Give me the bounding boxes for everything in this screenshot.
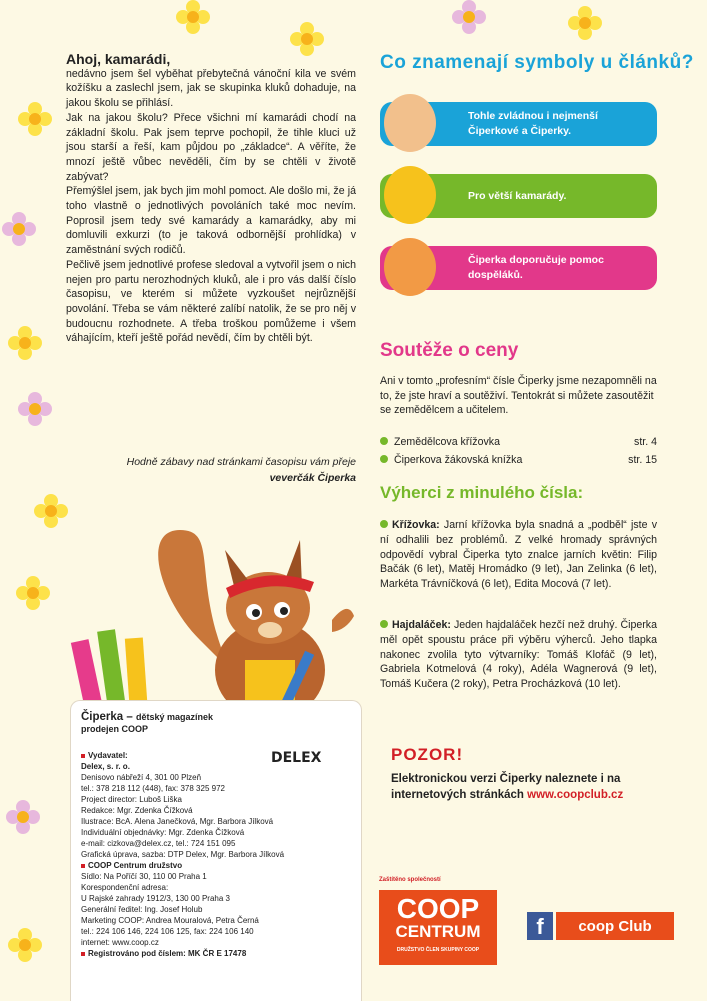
coopclub-link[interactable]: www.coopclub.cz: [527, 789, 624, 801]
imprint-line: Generální ředitel: Ing. Josef Holub: [81, 905, 203, 914]
signature: veverčák Čiperka: [269, 472, 356, 484]
flower-decoration: [176, 0, 210, 34]
toc-label: Čiperkova žákovská knížka: [394, 454, 523, 466]
pozor-notice: [391, 745, 671, 803]
imprint-line: Sídlo: Na Poříčí 30, 110 00 Praha 1: [81, 872, 207, 881]
abc-icon: [384, 166, 436, 224]
flower-decoration: [18, 102, 52, 136]
pozor-text: [391, 771, 671, 803]
winner-text: Jarní křížovka byla snadná a „podběl“ jste v ní odhalili bez problémů. Z velké hromady správných odpovědí vybral Čiperka tyto znalce jarních květin: Filip Bačák (6 let), Matěj Hromádko (9 let), Jan Zelinka (6 let), Markéta Trávníčková (6 let), Edita Mocová (7 let).: [380, 519, 657, 591]
imprint-line: internet: www.coop.cz: [81, 938, 159, 947]
coop-club-logo[interactable]: coop Club: [556, 912, 674, 940]
signoff-text: Hodně zábavy nad stránkami časopisu vám přeje: [126, 456, 356, 468]
symbol-row-adults: [380, 246, 657, 290]
flower-decoration: [568, 6, 602, 40]
letter-signoff: [66, 454, 356, 486]
flower-decoration: [2, 212, 36, 246]
imprint-line: Marketing COOP: Andrea Mouralová, Petra Černá: [81, 916, 259, 925]
imprint-line: Korespondenční adresa:: [81, 883, 169, 892]
symbol-text: Čiperka doporučuje pomoc dospěláků.: [468, 254, 604, 281]
flower-decoration: [452, 0, 486, 34]
pozor-heading: POZOR!: [391, 745, 464, 764]
toc-page: str. 15: [628, 454, 657, 466]
bullet-icon: [380, 520, 388, 528]
symbol-text: Pro větší kamarády.: [468, 189, 567, 202]
imprint-line: Delex, s. r. o.: [81, 762, 130, 771]
bullet-icon: [380, 620, 388, 628]
family-icon: [384, 238, 436, 296]
flower-decoration: [16, 576, 50, 610]
imprint-line: Registrováno pod číslem: MK ČR E 17478: [81, 948, 356, 959]
imprint-line: Project director: Luboš Liška: [81, 795, 182, 804]
delex-logo: DELEX: [271, 750, 322, 766]
imprint-line: tel.: 378 218 112 (448), fax: 378 325 972: [81, 784, 225, 793]
flower-decoration: [34, 494, 68, 528]
winners-heading: Výherci z minulého čísla:: [380, 483, 584, 502]
imprint-line: e-mail: cizkova@delex.cz, tel.: 724 151 095: [81, 839, 236, 848]
symbol-text: Tohle zvládnou i nejmenší Čiperkové a Čiperky.: [468, 110, 598, 137]
flower-decoration: [8, 928, 42, 962]
imprint-line: Grafická úprava, sazba: DTP Delex, Mgr. Barbora Jílková: [81, 850, 285, 859]
imprint-line: Individuální objednávky: Mgr. Zdenka Čížková: [81, 828, 245, 837]
coop-label: Zaštítěno společností: [379, 877, 441, 883]
letter-paragraph: Přemýšlel jsem, jak bych jim mohl pomoct. Ale došlo mi, že já toho vlastně o jednotlivých povoláních také moc nevím. Poprosil jsem tedy své kamarády a kamarádky, aby mi domluvili exkurzi (to je taková odbornější prohlídka) v zaměstnání svých rodičů.: [66, 185, 356, 257]
facebook-icon[interactable]: f: [527, 912, 553, 940]
symbol-row-older: [380, 174, 657, 218]
winner-entry-crossword: [380, 518, 657, 592]
imprint-title-rest: dětský magazínek: [135, 712, 214, 722]
contest-heading: Soutěže o ceny: [380, 340, 519, 361]
bullet-icon: [380, 437, 388, 445]
winner-label: Hajdaláček:: [392, 619, 451, 631]
letter-paragraph: Jak na jakou školu? Přece všichni mí kamarádi chodí na základní školu. Pak jsem teprve pochopil, že tihle kluci už jsou starší a řeší, kam půjdou po „základce“. A věříte, že mnozí ještě vůbec nevěděli, čím by se chtěli v životě zabývat?: [66, 111, 356, 183]
winner-label: Křížovka:: [392, 519, 440, 531]
flower-decoration: [6, 800, 40, 834]
bullet-icon: [380, 455, 388, 463]
toc-item: [380, 436, 657, 448]
imprint-line: Denisovo nábřeží 4, 301 00 Plzeň: [81, 773, 202, 782]
toc-label: Zemědělcova křížovka: [394, 436, 500, 448]
flower-decoration: [18, 392, 52, 426]
flower-decoration: [8, 326, 42, 360]
letter-greeting: Ahoj, kamarádi,: [66, 51, 171, 67]
imprint-line: Redakce: Mgr. Zdenka Čížková: [81, 806, 193, 815]
editorial-letter: [66, 52, 356, 346]
pozor-body: Elektronickou verzi Čiperky naleznete i na internetových stránkách: [391, 773, 621, 801]
coop-logo-line1: COOP: [396, 893, 480, 924]
squirrel-illustration: [70, 520, 360, 730]
toc-page: str. 4: [634, 436, 657, 448]
imprint-line: COOP Centrum družstvo: [81, 860, 356, 871]
flower-decoration: [290, 22, 324, 56]
imprint-lines: [81, 750, 356, 959]
imprint-subtitle: prodejen COOP: [81, 724, 149, 734]
coop-centrum-logo: [379, 890, 497, 965]
symbols-heading: Co znamenají symboly u článků?: [380, 52, 694, 73]
imprint-line: Ilustrace: BcA. Alena Janečková, Mgr. Barbora Jílková: [81, 817, 274, 826]
baby-icon: [384, 94, 436, 152]
winner-entry-hajdalacek: [380, 618, 657, 692]
toc-item: [380, 454, 657, 466]
coop-logo-small: DRUŽSTVO ČLEN SKUPINY COOP: [396, 947, 480, 953]
imprint-title: [81, 711, 213, 735]
imprint-line: tel.: 224 106 146, 224 106 125, fax: 224 106 140: [81, 927, 254, 936]
symbol-row-youngest: [380, 102, 657, 146]
contest-intro: Ani v tomto „profesním“ čísle Čiperky jsme nezapomněli na to, že jste hraví a soutěživí. Tentokrát si můžete zasoutěžit se zemědělcem a učitelem.: [380, 375, 657, 416]
letter-paragraph: nedávno jsem šel vyběhat přebytečná vánoční kila ve svém kožíšku a zaslechl jsem, jak se skupinka kluků dohaduje, na jakou školu se přihlásí.: [66, 67, 356, 110]
imprint-title-main: Čiperka –: [81, 711, 133, 723]
coop-logo-line2: CENTRUM: [395, 922, 481, 941]
imprint-line: U Rajské zahrady 1912/3, 130 00 Praha 3: [81, 894, 230, 903]
imprint-line: Vydavatel:: [81, 750, 356, 761]
winner-text: Jeden hajdaláček hezčí než druhý. Čiperka měl opět spoustu práce při výběru výherců. Jeho tlapka nakonec zvolila tyto výtvarníky: Tomáš Klofáč (9 let), Gabriela Kotmelová (4 roky), Adéla Wagnerová (9 let), Tomáš Kučera (2 roky), Petra Procházková (10 let).: [380, 619, 657, 691]
letter-paragraph: Pečlivě jsem jednotlivé profese sledoval a vytvořil jsem o nich nejen pro partu nerozhodných kluků, ale i pro vás další číslo časopisu, ve kterém si můžete vyzkoušet nejrůznější povolání. Třeba se vám některé zalíbí natolik, že se pro něj v budoucnu rozhodnete. A třeba troškou pomůžeme i všem váhajícím, kteří ještě pořád nevědí, čím by chtěli být.: [66, 258, 356, 345]
imprint-box: [70, 700, 362, 1001]
